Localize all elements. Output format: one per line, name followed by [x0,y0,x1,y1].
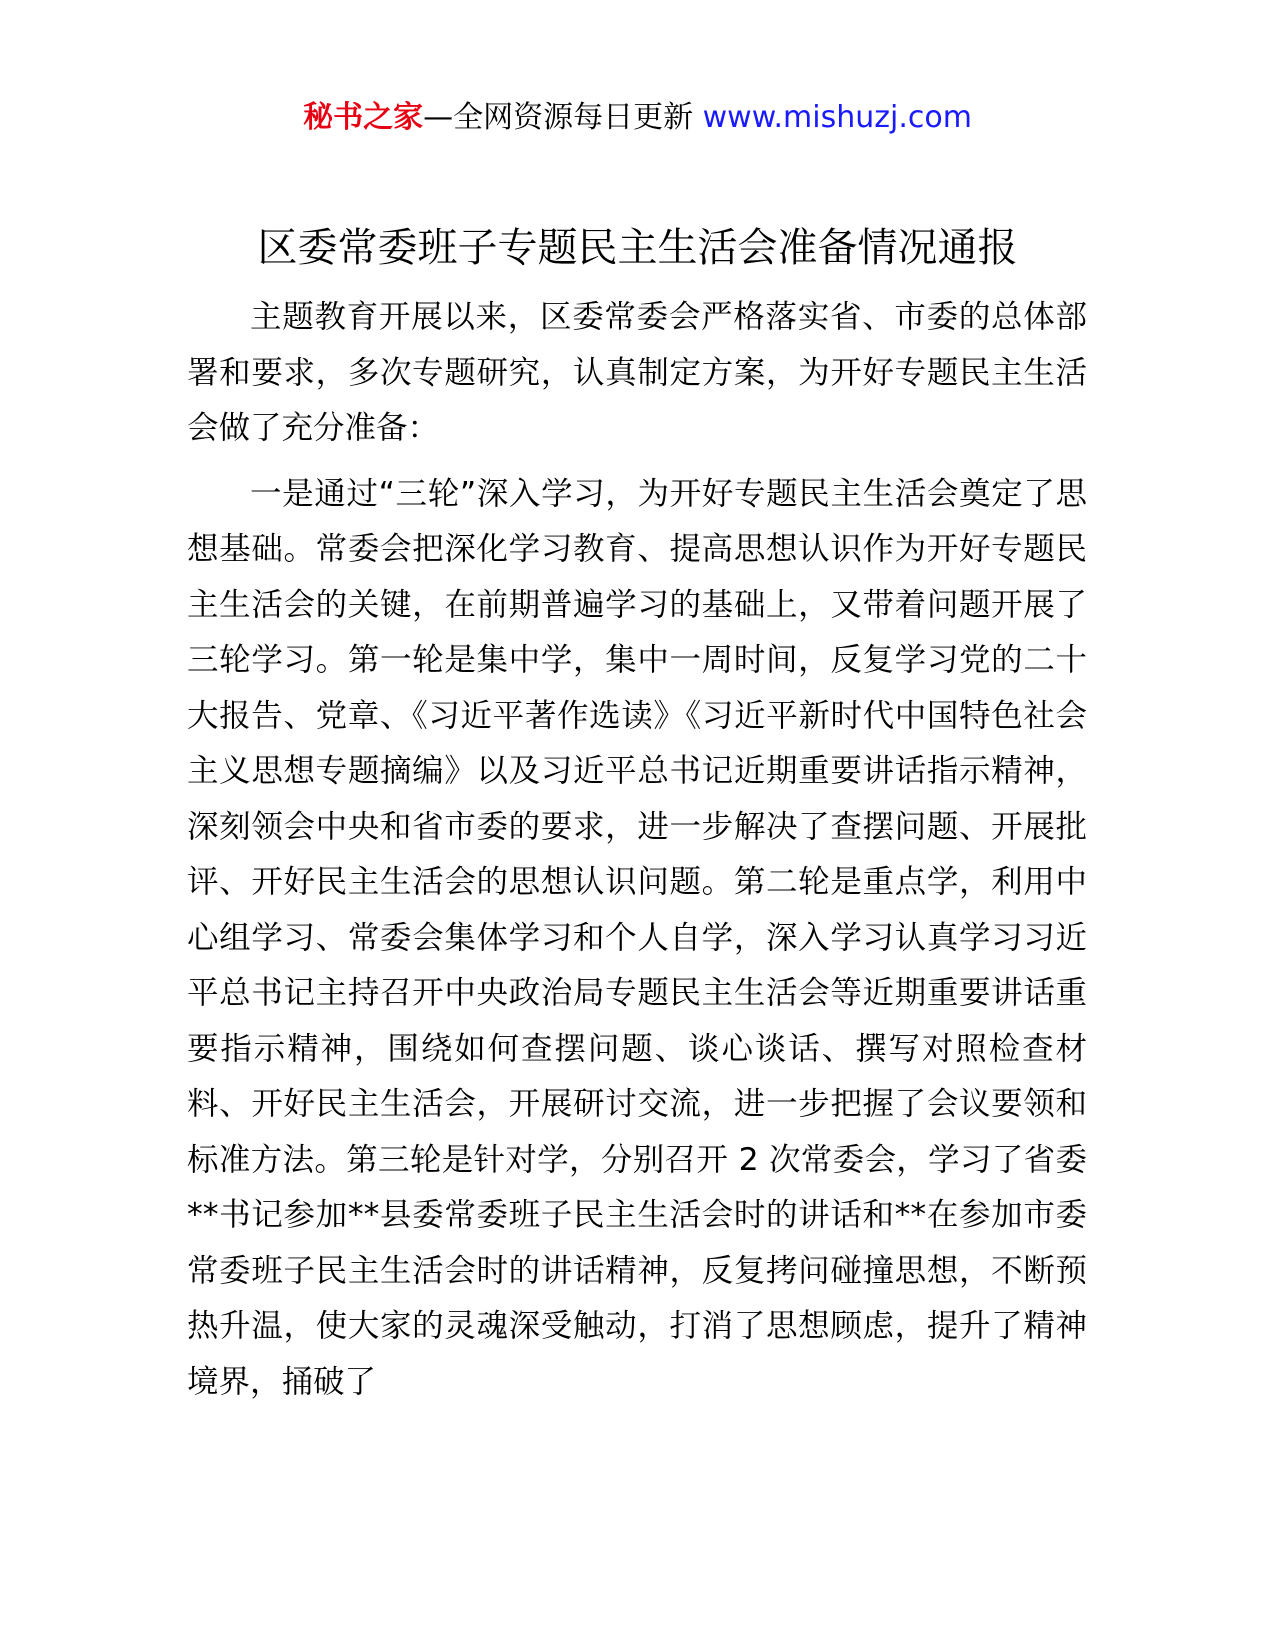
paragraph-intro: 主题教育开展以来，区委常委会严格落实省、市委的总体部署和要求，多次专题研究，认真制定方案，为开好专题民主生活会做了充分准备： [187,299,1087,446]
site-brand: 秘书之家 [303,100,424,135]
document-body [187,290,1087,1420]
document-title: 区委常委班子专题民主生活会准备情况通报 [257,225,1018,271]
site-url-link[interactable]: www.mishuzj.com [702,100,972,135]
site-tagline: —全网资源每日更新 [423,100,703,135]
site-header [0,96,1275,140]
paragraph-first-point: 一是通过“三轮”深入学习，为开好专题民主生活会奠定了思想基础。常委会把深化学习教育、提高思想认识作为开好专题民主生活会的关键，在前期普遍学习的基础上，又带着问题开展了三轮学习。第一轮是集中学，集中一周时间，反复学习党的二十大报告、党章、《习近平著作选读》《习近平新时代中国特色社会主义思想专题摘编》以及习近平总书记近期重要讲话指示精神，深刻领会中央和省市委的要求，进一步解决了查摆问题、开展批评、开好民主生活会的思想认识问题。第二轮是重点学，利用中心组学习、常委会集体学习和个人自学，深入学习认真学习习近平总书记主持召开中央政治局专题民主生活会等近期重要讲话重要指示精神，围绕如何查摆问题、谈心谈话、撰写对照检查材料、开好民主生活会，开展研讨交流，进一步把握了会议要领和标准方法。第三轮是针对学，分别召开 2 次常委会，学习了省委**书记参加**县委常委班子民主生活会时的讲话和**在参加市委常委班子民主生活会时的讲话精神，反复拷问碰撞思想，不断预热升温，使大家的灵魂深受触动，打消了思想顾虑，提升了精神境界，捅破了 [187,475,1087,1400]
